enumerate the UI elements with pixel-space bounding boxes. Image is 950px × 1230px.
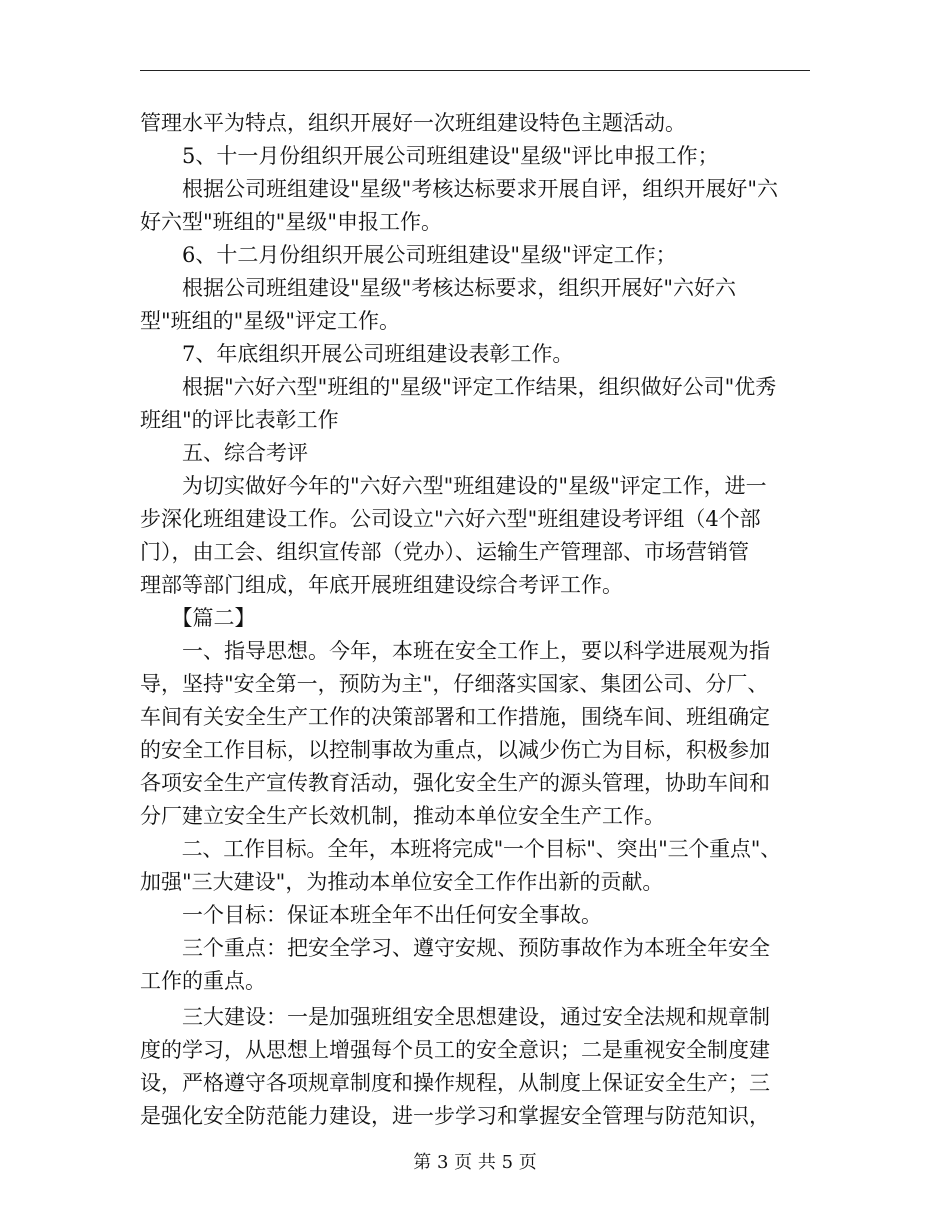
text-line: 6、十二月份组织开展公司班组建设"星级"评定工作； [140,243,677,267]
text-line: 度的学习，从思想上增强每个员工的安全意识；二是重视安全制度建 [140,1038,770,1062]
header-rule [140,70,810,71]
text-line: 一、指导思想。今年，本班在安全工作上，要以科学进展观为指 [140,639,770,663]
text-line: 好六型"班组的"星级"申报工作。 [140,210,442,234]
section-heading: 五、综合考评 [140,441,308,465]
text-line: 根据公司班组建设"星级"考核达标要求，组织开展好"六好六 [140,276,736,300]
text-line: 导，坚持"安全第一，预防为主"，仔细落实国家、集团公司、分厂、 [140,672,769,696]
text-line: 的安全工作目标，以控制事故为重点，以减少伤亡为目标，积极参加 [140,738,770,762]
text-line: 三个重点：把安全学习、遵守安规、预防事故作为本班全年安全 [140,936,770,960]
text-line: 7、年底组织开展公司班组建设表彰工作。 [140,342,574,366]
text-line: 型"班组的"星级"评定工作。 [140,309,400,333]
text-line: 班组"的评比表彰工作 [140,408,339,432]
section-heading: 【篇二】 [140,606,256,630]
text-line: 工作的重点。 [140,969,266,993]
text-line: 为切实做好今年的"六好六型"班组建设的"星级"评定工作，进一 [140,474,767,498]
text-line: 加强"三大建设"，为推动本单位安全工作作出新的贡献。 [140,870,664,894]
text-line: 车间有关安全生产工作的决策部署和工作措施，围绕车间、班组确定 [140,705,770,729]
text-line: 一个目标：保证本班全年不出任何安全事故。 [140,903,602,927]
text-line: 5、十一月份组织开展公司班组建设"星级"评比申报工作； [140,144,719,168]
page-number: 第 3 页 共 5 页 [413,1152,537,1173]
text-line: 理部等部门组成，年底开展班组建设综合考评工作。 [140,573,623,597]
text-line: 步深化班组建设工作。公司设立"六好六型"班组建设考评组（4个部 [140,507,761,531]
text-line: 二、工作目标。全年，本班将完成"一个目标"、突出"三个重点"、 [140,837,782,861]
document-body [140,107,812,1133]
text-line: 各项安全生产宣传教育活动，强化安全生产的源头管理，协助车间和 [140,771,770,795]
text-line: 管理水平为特点，组织开展好一次班组建设特色主题活动。 [140,111,686,135]
text-line: 分厂建立安全生产长效机制，推动本单位安全生产工作。 [140,804,665,828]
text-line: 门），由工会、组织宣传部（党办）、运输生产管理部、市场营销管 [140,540,749,564]
text-line: 三大建设：一是加强班组安全思想建设，通过安全法规和规章制 [140,1005,770,1029]
text-line: 根据"六好六型"班组的"星级"评定工作结果，组织做好公司"优秀 [140,375,777,399]
text-line: 设，严格遵守各项规章制度和操作规程，从制度上保证安全生产；三 [140,1071,770,1095]
text-line: 根据公司班组建设"星级"考核达标要求开展自评，组织开展好"六 [140,177,778,201]
text-line: 是强化安全防范能力建设，进一步学习和掌握安全管理与防范知识， [140,1104,770,1128]
